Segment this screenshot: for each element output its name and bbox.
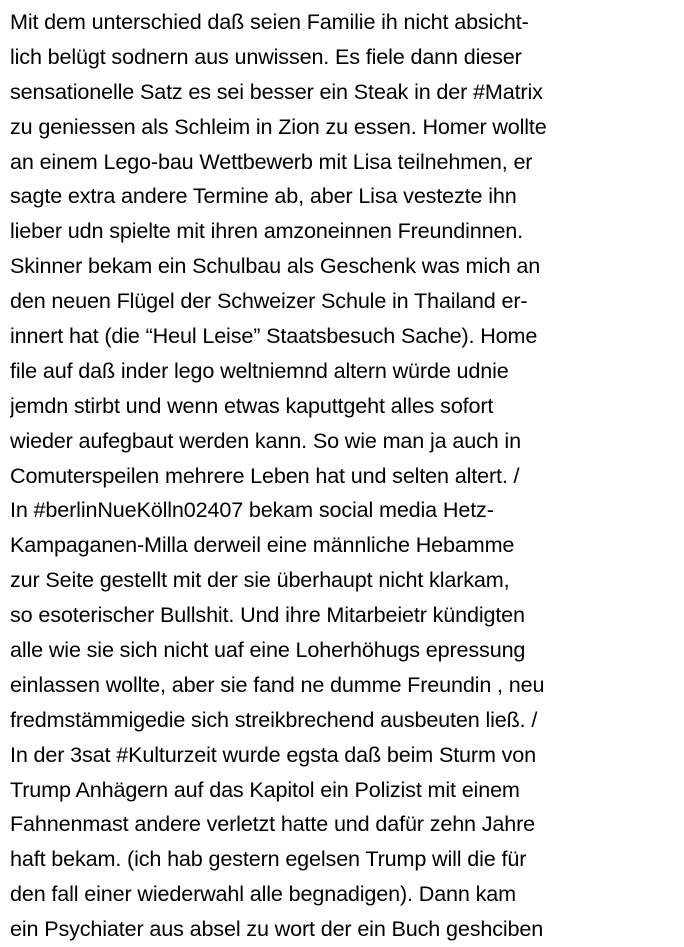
text-line: zur Seite gestellt mit der sie überhaupt nicht klarkam, [10,567,510,593]
text-line: den fall einer wiederwahl alle begnadigen). Dann kam [10,881,516,907]
text-line: den neuen Flügel der Schweizer Schule in Thailand er- [10,288,528,314]
text-line: sagte extra andere Termine ab, aber Lisa vestezte ihn [10,183,517,209]
text-line: wieder aufegbaut werden kann. So wie man ja auch in [10,427,521,453]
text-line: ein Psychiater aus absel zu wort der ein Buch geshciben [10,916,544,942]
text-line: haft bekam. (ich hab gestern egelsen Trump will die für [10,846,527,872]
text-line: fredmstämmigedie sich streikbrechend ausbeuten ließ. / [10,706,538,732]
text-line: zu geniessen als Schleim in Zion zu essen. Homer wollte [10,113,547,139]
text-line: alle wie sie sich nicht uaf eine Loherhöhugs epressung [10,637,526,663]
text-line: Mit dem unterschied daß seien Familie ih nicht absicht- [10,9,529,34]
text-line: jemdn stirbt und wenn etwas kaputtgeht alles sofort [10,392,494,418]
text-line: Kampaganen-Milla derweil eine männliche Hebamme [10,532,515,558]
text-line: einlassen wollte, aber sie fand ne dumme Freundin , neu [10,671,545,697]
text-line: lich belügt sodnern aus unwissen. Es fiele dann dieser [10,43,522,69]
text-line: In #berlinNueKölln02407 bekam social media Hetz- [10,497,494,523]
text-line: Comuterspeilen mehrere Leben hat und selten altert. / [10,462,520,488]
text-line: so esoterischer Bullshit. Und ihre Mitarbeietr kündigten [10,602,525,628]
document-page [10,5,682,947]
text-line: file auf daß inder lego weltniemnd altern würde udnie [10,357,509,383]
text-line: an einem Lego-bau Wettbewerb mit Lisa teilnehmen, er [10,148,533,174]
text-line: lieber udn spielte mit ihren amzoneinnen Freundinnen. [10,218,524,244]
text-line: Skinner bekam ein Schulbau als Geschenk was mich an [10,253,541,279]
text-line: sensationelle Satz es sei besser ein Steak in der #Matrix [10,78,543,104]
text-line: In der 3sat #Kulturzeit wurde egsta daß beim Sturm von [10,741,537,767]
text-line: innert hat (die “Heul Leise” Staatsbesuch Sache). Home [10,323,538,349]
text-line: Trump Anhägern auf das Kapitol ein Polizist mit einem [10,776,520,802]
text-line: Fahnenmast andere verletzt hatte und dafür zehn Jahre [10,811,536,837]
